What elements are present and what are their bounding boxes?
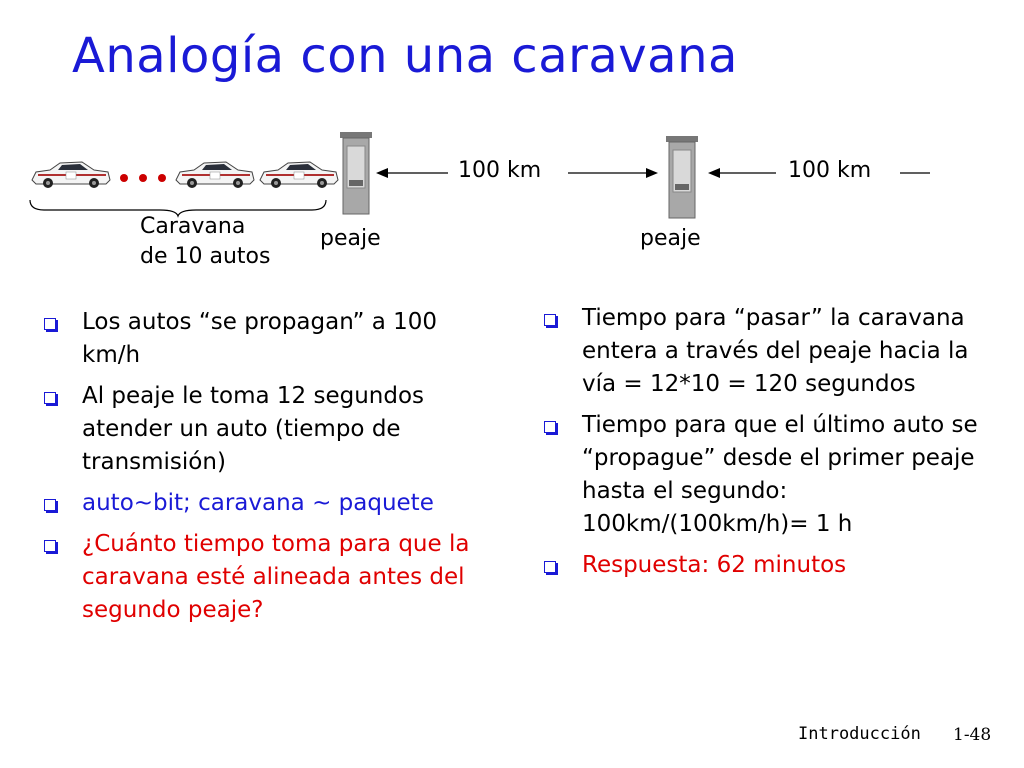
toll-booth-icon-1 [340,132,372,214]
caravan-label-line2: de 10 autos [140,244,271,269]
right-bullet-list [542,302,1002,590]
left-bullet-4: ¿Cuánto tiempo toma para que la caravana esté alineada antes del segundo peaje? [42,528,502,627]
car-icon-2 [176,162,254,188]
left-bullet-2: Al peaje le toma 12 segundos atender un auto (tiempo de transmisión) [42,380,502,479]
left-bullet-1: Los autos “se propagan” a 100 km/h [42,306,502,372]
caravan-label [140,212,270,272]
left-bullet-list [42,306,502,635]
bullet-box-icon [544,314,556,326]
distance-label-1: 100 km [458,158,542,183]
ellipsis-dots [120,174,166,182]
car-icon-3 [260,162,338,188]
right-bullet-2: Tiempo para que el último auto se “propague” desde el primer peaje hasta el segundo: 100km/(100km/h)= 1 h [542,409,1002,541]
car-icon-1 [32,162,110,188]
bullet-box-icon [44,318,56,330]
bullet-box-icon [44,392,56,404]
right-bullet-1: Tiempo para “pasar” la caravana entera a través del peaje hacia la vía = 12*10 = 120 segundos [542,302,1002,401]
left-bullet-3: auto~bit; caravana ~ paquete [42,487,502,520]
toll-booth-icon-2 [666,136,698,218]
right-bullet-3: Respuesta: 62 minutos [542,549,1002,582]
slide-title: Analogía con una caravana [72,28,738,84]
bullet-box-icon [44,540,56,552]
footer-page-number: 1-48 [953,725,992,745]
bullet-box-icon [544,561,556,573]
bullet-box-icon [44,499,56,511]
toll-label-2: peaje [640,226,701,251]
bullet-box-icon [544,421,556,433]
distance-label-2: 100 km [788,158,872,183]
footer-section: Introducción [798,724,921,744]
toll-label-1: peaje [320,226,381,251]
caravan-label-line1: Caravana [140,214,246,239]
